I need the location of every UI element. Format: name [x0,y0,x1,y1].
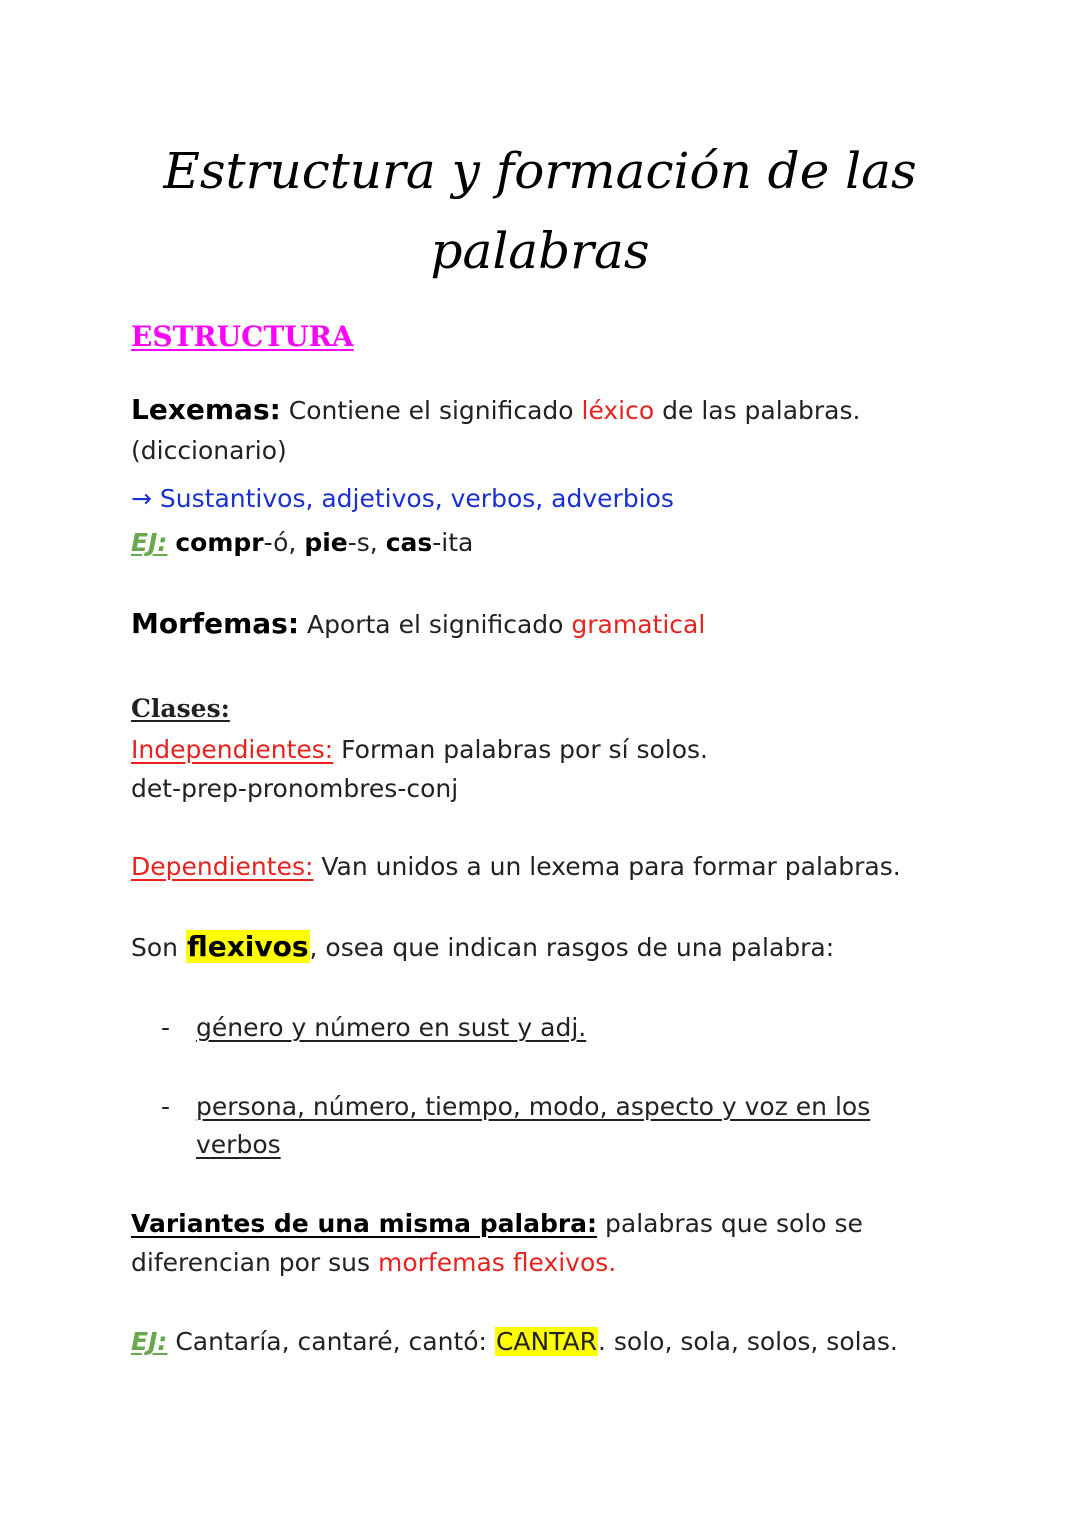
final-example-label: EJ: [131,1327,168,1356]
final-example-after: . solo, sola, solos, solas. [598,1327,898,1356]
variantes-highlight: morfemas flexivos. [378,1248,617,1277]
lexemas-example [131,524,473,562]
lexemas-text-after: de las palabras. [654,396,861,425]
example-rest-1: -ó, [263,528,305,557]
clases-heading: Clases: [131,694,230,723]
dependientes-label: Dependientes: [131,852,314,881]
dependientes-definition [131,848,901,886]
flexivos-after: , osea que indican rasgos de una palabra: [309,933,835,962]
bullet-dash-1: - [161,1013,171,1042]
flexivos-term: flexivos [186,930,309,963]
bullet-item-2-line-2: verbos [196,1130,281,1159]
lexemas-line-2: (diccionario) [131,436,287,465]
dependientes-text: Van unidos a un lexema para formar palabras. [313,852,901,881]
bullet-item-1: género y número en sust y adj. [196,1013,587,1042]
example-label: EJ: [131,528,168,557]
clases-label [131,690,230,728]
independientes-text: Forman palabras por sí solos. [333,735,709,764]
variantes-line2-before: diferencian por sus [131,1248,378,1277]
final-example-before: Cantaría, cantaré, cantó: [167,1327,495,1356]
lexemas-term: Lexemas: [131,393,281,426]
morfemas-definition [131,605,705,644]
lexemas-highlight: léxico [581,396,655,425]
flexivos-before: Son [131,933,186,962]
page-title-line-2: palabras [430,222,650,280]
example-root-1: compr [175,528,264,557]
lexemas-categories-text: Sustantivos, adjetivos, verbos, adverbios [151,484,674,513]
example-root-3: cas [385,528,433,557]
example-root-2: pie [304,528,348,557]
morfemas-text: Aporta el significado [299,610,572,639]
lexemas-text-before: Contiene el significado [280,396,582,425]
morfemas-highlight: gramatical [571,610,706,639]
example-rest-3: -ita [432,528,474,557]
section-heading-estructura: ESTRUCTURA [131,320,354,353]
lexemas-categories [131,480,674,518]
variantes-text: palabras que solo se [597,1209,863,1238]
lexemas-definition [131,391,860,430]
independientes-label: Independientes: [131,735,334,764]
variantes-line-2 [131,1244,616,1282]
flexivos-sentence [131,928,834,967]
bullet-dash-2: - [161,1092,171,1121]
variantes-term: Variantes de una misma palabra: [131,1209,598,1238]
example-rest-2: -s, [347,528,386,557]
independientes-line-2: det-prep-pronombres-conj [131,774,459,803]
independientes-definition [131,731,708,769]
bullet-item-2-line-1: persona, número, tiempo, modo, aspecto y voz en los [196,1092,871,1121]
variantes-definition [131,1205,863,1243]
page-title-line-1: Estructura y formación de las [163,142,917,200]
final-example [131,1323,898,1361]
morfemas-term: Morfemas: [131,607,300,640]
arrow-right-icon: → [131,484,152,513]
final-example-highlight: CANTAR [495,1327,597,1356]
